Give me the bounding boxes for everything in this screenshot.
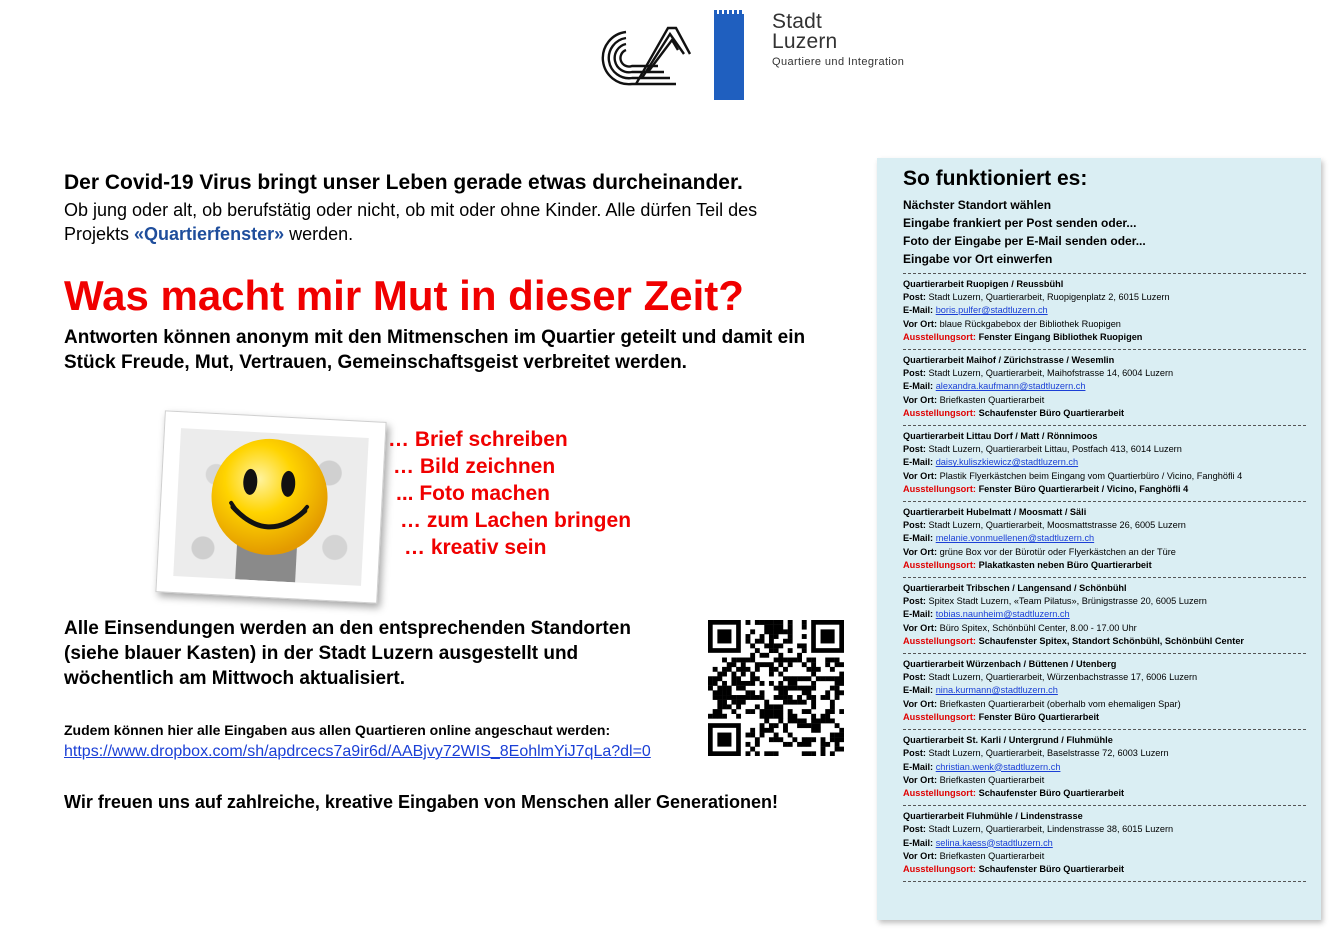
email-label: E-Mail: — [903, 761, 934, 772]
vor-ort-label: Vor Ort: — [903, 394, 938, 405]
location-name: Quartierarbeit Maihof / Zürichstrasse / Wesemlin — [903, 355, 1115, 366]
post-label: Post: — [903, 596, 926, 607]
divider — [903, 273, 1306, 274]
smiley-face-icon — [173, 428, 368, 586]
vor-ort-value: Briefkasten Quartierarbeit (oberhalb vom ehemaligen Spar) — [939, 698, 1181, 709]
intro-text-before: Ob jung oder alt, ob berufstätig oder nicht, ob mit oder ohne Kinder. Alle dürfen Teil des Projekts — [64, 200, 758, 244]
vor-ort-value: Büro Spitex, Schönbühl Center, 8.00 - 17.00 Uhr — [939, 622, 1137, 633]
action-item: ... Foto machen — [396, 482, 551, 505]
intro-bold-line: Der Covid-19 Virus bringt unser Leben gerade etwas durcheinander. — [64, 171, 743, 194]
location-post — [903, 519, 1309, 532]
location-ausstellungsort — [903, 711, 1309, 724]
divider — [903, 425, 1306, 426]
ausstellungsort-label: Ausstellungsort: — [903, 711, 976, 722]
location-ausstellungsort — [903, 863, 1309, 876]
stadt-luzern-logo — [712, 8, 927, 102]
ausstellungsort-label: Ausstellungsort: — [903, 559, 976, 570]
location-email — [903, 532, 1309, 545]
email-link[interactable]: boris.pulfer@stadtluzern.ch — [935, 305, 1048, 316]
location-name: Quartierarbeit Fluhmühle / Lindenstrasse — [903, 811, 1083, 822]
smiley-photo-image — [173, 428, 368, 586]
post-label: Post: — [903, 444, 926, 455]
location-entry — [903, 658, 1309, 724]
location-ausstellungsort — [903, 635, 1309, 648]
vor-ort-value: Briefkasten Quartierarbeit — [939, 850, 1045, 861]
email-link[interactable]: alexandra.kaufmann@stadtluzern.ch — [935, 381, 1086, 392]
email-label: E-Mail: — [903, 609, 934, 620]
action-item: … Bild zeichnen — [393, 455, 556, 478]
vor-ort-value: Briefkasten Quartierarbeit — [939, 774, 1045, 785]
location-vor-ort — [903, 774, 1309, 787]
divider — [903, 729, 1306, 730]
ausstellungsort-label: Ausstellungsort: — [903, 331, 976, 342]
email-link[interactable]: selina.kaess@stadtluzern.ch — [935, 837, 1053, 848]
post-label: Post: — [903, 292, 926, 303]
location-entry — [903, 582, 1309, 648]
location-email — [903, 684, 1309, 697]
online-note: Zudem können hier alle Eingaben aus allen Quartieren online angeschaut werden: — [64, 722, 611, 738]
vor-ort-value: grüne Box vor der Bürotür oder Flyerkästchen an der Türe — [939, 546, 1176, 557]
location-vor-ort — [903, 850, 1309, 863]
location-post — [903, 443, 1309, 456]
vor-ort-label: Vor Ort: — [903, 850, 938, 861]
post-label: Post: — [903, 368, 926, 379]
post-address: Stadt Luzern, Quartierarbeit, Baselstrasse 72, 6003 Luzern — [928, 748, 1169, 759]
ausstellungsort-value: Plakatkasten neben Büro Quartierarbeit — [978, 559, 1152, 570]
location-post — [903, 823, 1309, 836]
location-entry — [903, 810, 1309, 876]
ausstellungsort-label: Ausstellungsort: — [903, 787, 976, 798]
location-ausstellungsort — [903, 331, 1309, 344]
logo-stadt-line2: Luzern — [772, 30, 838, 53]
email-label: E-Mail: — [903, 457, 934, 468]
vor-ort-label: Vor Ort: — [903, 622, 938, 633]
location-name: Quartierarbeit Würzenbach / Büttenen / Utenberg — [903, 659, 1117, 670]
dropbox-link[interactable]: https://www.dropbox.com/sh/apdrcecs7a9ir6d/AABjvy72WIS_8EohlmYiJ7qLa?dl=0 — [64, 743, 651, 760]
logo-stadt-line1: Stadt — [772, 10, 823, 33]
vor-ort-value: Plastik Flyerkästchen beim Eingang vom Quartierbüro / Vicino, Fanghöfli 4 — [939, 470, 1243, 481]
step-item: Foto der Eingabe per E-Mail senden oder... — [903, 234, 1146, 248]
location-name: Quartierarbeit Littau Dorf / Matt / Rönnimoos — [903, 431, 1098, 442]
intro-text-after: werden. — [284, 224, 354, 244]
divider — [903, 653, 1306, 654]
post-address: Stadt Luzern, Quartierarbeit, Moosmattstrasse 26, 6005 Luzern — [928, 520, 1186, 531]
ausstellungsort-value: Fenster Eingang Bibliothek Ruopigen — [978, 331, 1143, 342]
step-item: Eingabe frankiert per Post senden oder... — [903, 216, 1137, 230]
location-name: Quartierarbeit Tribschen / Langensand / Schönbühl — [903, 583, 1127, 594]
qr-code[interactable] — [708, 620, 844, 756]
location-email — [903, 837, 1309, 850]
ausstellungsort-label: Ausstellungsort: — [903, 483, 976, 494]
location-email — [903, 761, 1309, 774]
divider — [903, 881, 1306, 882]
step-item: Nächster Standort wählen — [903, 198, 1052, 212]
location-entry — [903, 506, 1309, 572]
location-email — [903, 304, 1309, 317]
post-address: Stadt Luzern, Quartierarbeit Littau, Postfach 413, 6014 Luzern — [928, 444, 1182, 455]
closing-text: Wir freuen uns auf zahlreiche, kreative Eingaben von Menschen aller Generationen! — [64, 792, 779, 812]
vor-ort-label: Vor Ort: — [903, 698, 938, 709]
vor-ort-label: Vor Ort: — [903, 470, 938, 481]
email-label: E-Mail: — [903, 685, 934, 696]
location-vor-ort — [903, 318, 1309, 331]
qr-code-graphic — [708, 620, 844, 756]
location-entry — [903, 278, 1309, 344]
email-label: E-Mail: — [903, 533, 934, 544]
location-email — [903, 608, 1309, 621]
post-address: Stadt Luzern, Quartierarbeit, Maihofstrasse 14, 6004 Luzern — [928, 368, 1174, 379]
ausstellungsort-value: Schaufenster Spitex, Standort Schönbühl, Schönbühl Center — [978, 635, 1245, 646]
intro-text — [64, 198, 824, 246]
ausstellungsort-label: Ausstellungsort: — [903, 407, 976, 418]
location-post — [903, 671, 1309, 684]
email-label: E-Mail: — [903, 381, 934, 392]
location-entry — [903, 734, 1309, 800]
action-item: … kreativ sein — [404, 536, 547, 559]
vor-ort-label: Vor Ort: — [903, 318, 938, 329]
divider — [903, 577, 1306, 578]
location-email — [903, 380, 1309, 393]
ausstellungsort-value: Fenster Büro Quartierarbeit / Vicino, Fanghöfli 4 — [978, 483, 1189, 494]
post-address: Stadt Luzern, Quartierarbeit, Ruopigenplatz 2, 6015 Luzern — [928, 292, 1170, 303]
email-link[interactable]: melanie.vonmuellenen@stadtluzern.ch — [935, 533, 1095, 544]
qa-logo — [586, 14, 698, 100]
post-address: Spitex Stadt Luzern, «Team Pilatus», Brünigstrasse 20, 6005 Luzern — [928, 596, 1207, 607]
email-link[interactable]: nina.kurmann@stadtluzern.ch — [935, 685, 1058, 696]
ausstellungsort-label: Ausstellungsort: — [903, 863, 976, 874]
location-email — [903, 456, 1309, 469]
info-box-title: So funktioniert es: — [903, 167, 1088, 190]
location-post — [903, 595, 1309, 608]
ausstellungsort-value: Schaufenster Büro Quartierarbeit — [978, 407, 1125, 418]
location-name: Quartierarbeit Ruopigen / Reussbühl — [903, 279, 1064, 289]
email-label: E-Mail: — [903, 837, 934, 848]
post-address: Stadt Luzern, Quartierarbeit, Lindenstrasse 38, 6015 Luzern — [928, 824, 1174, 835]
location-post — [903, 291, 1309, 304]
post-address: Stadt Luzern, Quartierarbeit, Würzenbachstrasse 17, 6006 Luzern — [928, 672, 1198, 683]
location-ausstellungsort — [903, 787, 1309, 800]
qa-logo-graphic — [586, 14, 698, 100]
location-ausstellungsort — [903, 559, 1309, 572]
info-box — [877, 158, 1321, 920]
location-post — [903, 747, 1309, 760]
divider — [903, 501, 1306, 502]
headline: Was macht mir Mut in dieser Zeit? — [64, 272, 744, 319]
location-vor-ort — [903, 622, 1309, 635]
action-list — [388, 426, 631, 561]
vor-ort-label: Vor Ort: — [903, 546, 938, 557]
step-item: Eingabe vor Ort einwerfen — [903, 252, 1053, 266]
location-entry — [903, 354, 1309, 420]
exhibit-text: Alle Einsendungen werden an den entsprechenden Standorten (siehe blauer Kasten) in der Stadt Luzern ausgestellt und wöchentlich am Mittwoch aktualisiert. — [64, 618, 631, 689]
action-item: … Brief schreiben — [388, 428, 568, 451]
ausstellungsort-value: Schaufenster Büro Quartierarbeit — [978, 863, 1125, 874]
stadt-luzern-logo-bar — [714, 10, 744, 100]
ausstellungsort-value: Schaufenster Büro Quartierarbeit — [978, 787, 1125, 798]
location-name: Quartierarbeit St. Karli / Untergrund / Fluhmühle — [903, 735, 1113, 746]
email-link[interactable]: daisy.kuliszkiewicz@stadtluzern.ch — [935, 457, 1079, 468]
location-list — [903, 278, 1309, 882]
email-link[interactable]: christian.wenk@stadtluzern.ch — [935, 761, 1061, 772]
location-ausstellungsort — [903, 407, 1309, 420]
smiley-photo — [155, 410, 386, 603]
subheadline: Antworten können anonym mit den Mitmenschen im Quartier geteilt und damit ein Stück Freude, Mut, Vertrauen, Gemeinschaftsgeist verbreitet werden. — [64, 327, 806, 373]
divider — [903, 805, 1306, 806]
email-label: E-Mail: — [903, 305, 934, 316]
location-vor-ort — [903, 394, 1309, 407]
ausstellungsort-label: Ausstellungsort: — [903, 635, 976, 646]
location-vor-ort — [903, 546, 1309, 559]
post-label: Post: — [903, 748, 926, 759]
post-label: Post: — [903, 824, 926, 835]
location-entry — [903, 430, 1309, 496]
post-label: Post: — [903, 520, 926, 531]
action-item: … zum Lachen bringen — [400, 509, 632, 532]
vor-ort-value: blaue Rückgabebox der Bibliothek Ruopigen — [939, 318, 1121, 329]
location-name: Quartierarbeit Hubelmatt / Moosmatt / Säli — [903, 507, 1087, 518]
email-link[interactable]: tobias.naunheim@stadtluzern.ch — [935, 609, 1070, 620]
vor-ort-value: Briefkasten Quartierarbeit — [939, 394, 1045, 405]
location-post — [903, 367, 1309, 380]
logo-stadt-line3: Quartiere und Integration — [772, 56, 905, 68]
post-label: Post: — [903, 672, 926, 683]
ausstellungsort-value: Fenster Büro Quartierarbeit — [978, 711, 1100, 722]
location-ausstellungsort — [903, 483, 1309, 496]
location-vor-ort — [903, 698, 1309, 711]
location-vor-ort — [903, 470, 1309, 483]
project-name: «Quartierfenster» — [134, 224, 285, 244]
divider — [903, 349, 1306, 350]
vor-ort-label: Vor Ort: — [903, 774, 938, 785]
